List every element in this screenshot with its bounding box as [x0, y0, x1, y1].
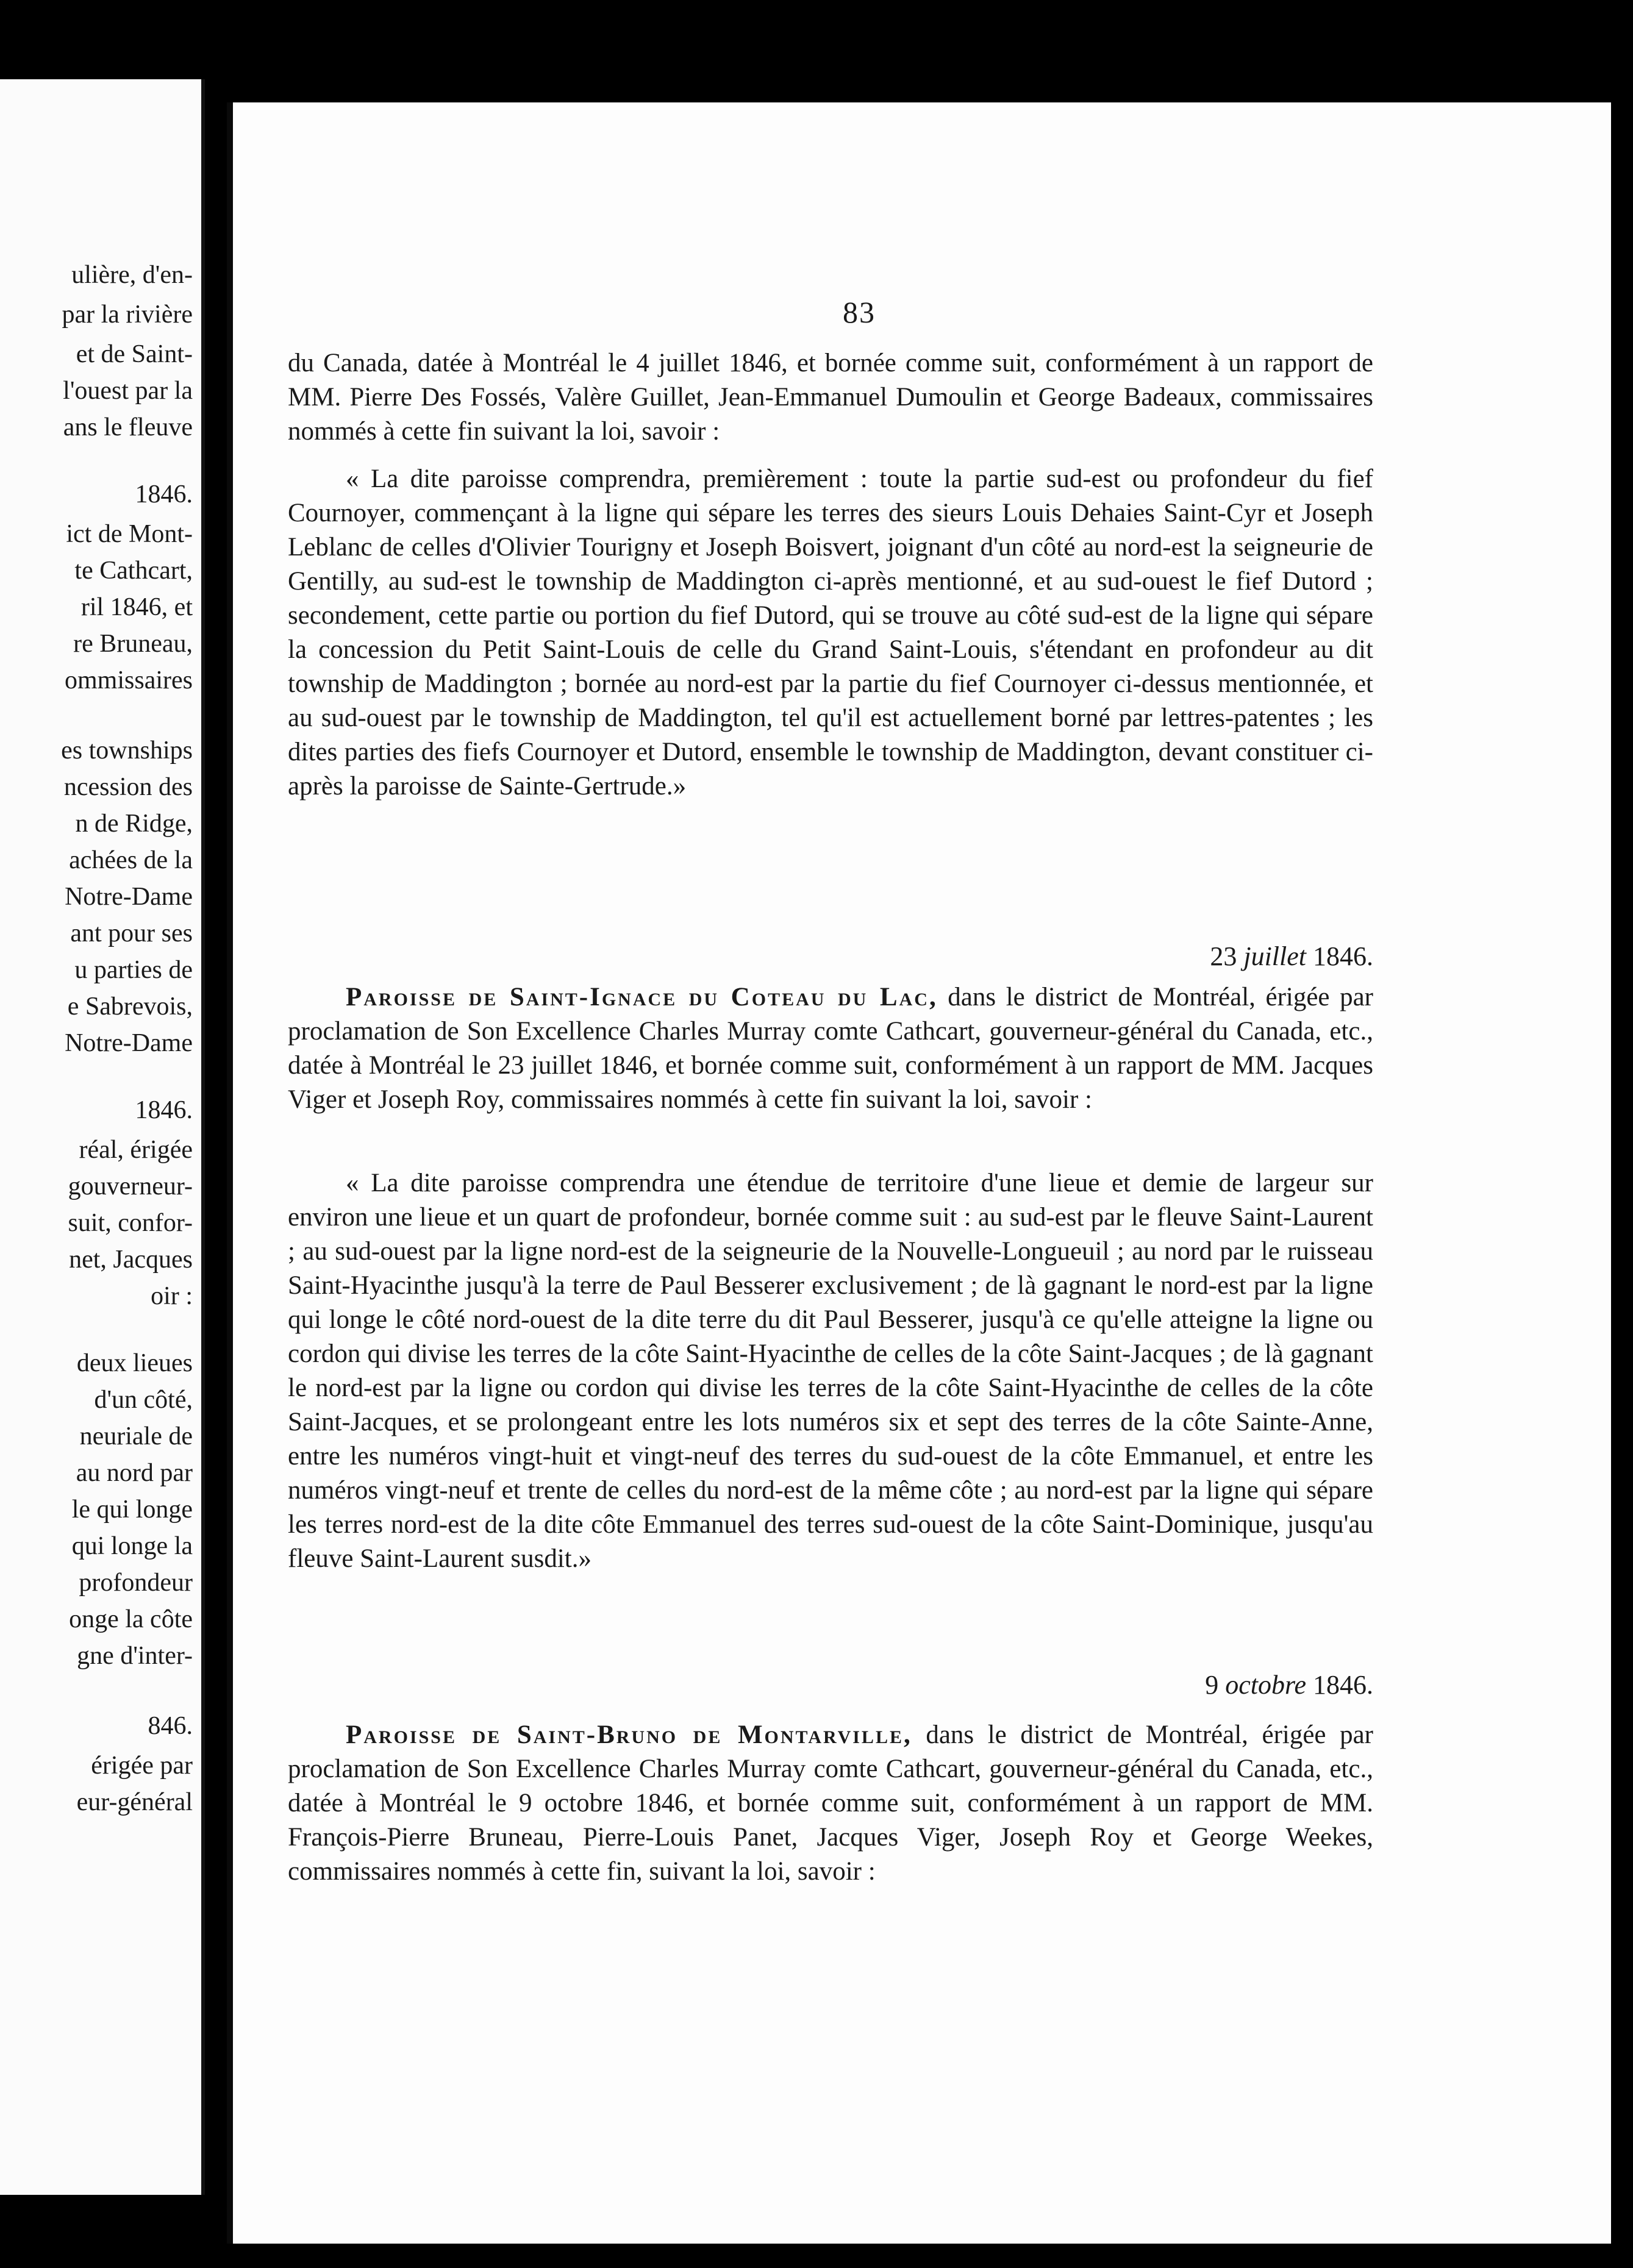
left-page-fragment: te Cathcart, [74, 557, 193, 585]
parish-saint-ignace-body: dans le district de Montréal, érigée par proclamation de Son Excellence Charles Murray comte Cathcart, gouverneur-général du Canada, etc., datée à Montréal le 23 juillet 1846, et bornée comme suit, conformément à un rapport de MM. Jacques Viger et Joseph Roy, commissaires nommés à cette fin suivant la loi, savoir : [288, 983, 1374, 1114]
left-page-fragment: neuriale de [79, 1422, 193, 1450]
parish-saint-bruno-body: dans le district de Montréal, érigée par proclamation de Son Excellence Charles Murray comte Cathcart, gouverneur-général du Canada, etc., datée à Montréal le 9 octobre 1846, et bornée comme suit, conformément à un rapport de MM. François-Pierre Bruneau, Pierre-Louis Panet, Jacques Viger, Joseph Roy et George Weekes, commissaires nommés à cette fin, suivant la loi, savoir : [288, 1721, 1373, 1886]
left-page-fragment: ulière, d'en- [71, 261, 193, 289]
quote-sainte-gertrude: « La dite paroisse comprendra, premièrement : toute la partie sud-est ou profondeur du fief Cournoyer, commençant à la ligne qui sépare les terres des sieurs Louis Dehaies Saint-Cyr et Joseph Leblanc de celles d'Olivier Tourigny et Joseph Boisvert, joignant d'un côté au nord-est la seigneurie de Gentilly, au sud-est le township de Maddington ci-après mentionné, et au sud-ouest le fief Dutord ; secondement, cette partie ou portion du fief Dutord, qui se trouve au côté sud-est de la ligne qui sépare la concession du Petit Saint-Louis de celle du Grand Saint-Louis, s'étendant en profondeur au dit township de Maddington ; bornée au nord-est par la partie du fief Cournoyer ci-dessus mentionnée, et au sud-ouest par le township de Maddington, tel qu'il est actuellement borné par lettres-patentes ; les dites parties des fiefs Cournoyer et Dutord, ensemble le township de Maddington, devant constituer ci-après la paroisse de Sainte-Gertrude.» [288, 465, 1373, 801]
left-page-fragment: re Bruneau, [73, 630, 193, 658]
left-page-fragment: par la rivière [62, 301, 193, 329]
parish-saint-ignace-paragraph [288, 980, 1373, 1117]
date-line-1 [1210, 941, 1373, 972]
left-page-fragment: achées de la [69, 846, 193, 874]
date-1-month: juillet [1243, 941, 1306, 971]
left-page-fragment: l'ouest par la [63, 377, 193, 405]
right-page [227, 102, 1611, 2244]
left-page-fragment: gouverneur- [68, 1172, 193, 1200]
left-page-fragment: réal, érigée [79, 1136, 193, 1164]
left-page-fragment: es townships [61, 736, 193, 765]
left-page-fragment: le qui longe [71, 1496, 193, 1524]
left-page-fragment: e Sabrevois, [67, 993, 193, 1021]
left-page-fragment: qui longe la [71, 1532, 193, 1560]
date-2-month: octobre [1225, 1670, 1306, 1700]
left-page-fragment: érigée par [91, 1752, 193, 1780]
left-page-fragment: ict de Mont- [66, 520, 193, 548]
page-number: 83 [843, 295, 876, 329]
parish-saint-bruno-title: Paroisse de Saint-Bruno de Montarville, [346, 1721, 912, 1749]
date-2-year: 1846. [1313, 1670, 1373, 1700]
left-page-fragment: suit, confor- [68, 1209, 193, 1237]
left-page-fragment: onge la côte [69, 1605, 193, 1633]
left-page-fragment: n de Ridge, [75, 810, 193, 838]
left-page-fragment: et de Saint- [76, 340, 193, 368]
date-1-day: 23 [1210, 941, 1237, 971]
left-page-fragment: 1846. [135, 480, 193, 508]
left-page-fragment: ommissaires [65, 666, 193, 694]
left-page-edge [0, 79, 205, 2195]
left-page-fragment: gne d'inter- [77, 1642, 193, 1670]
parish-saint-bruno-paragraph [288, 1718, 1373, 1889]
book-spine [205, 85, 223, 2231]
parish-saint-ignace-title: Paroisse de Saint-Ignace du Coteau du Lac, [346, 983, 938, 1011]
left-page-fragment: ncession des [63, 773, 193, 801]
left-page-fragment: au nord par [76, 1459, 193, 1487]
left-page-fragment: u parties de [74, 956, 193, 984]
left-page-fragment: ans le fleuve [63, 413, 193, 441]
date-1-year: 1846. [1313, 941, 1373, 971]
quote-saint-ignace: « La dite paroisse comprendra une étendue de territoire d'une lieue et demie de largeur sur environ une lieue et un quart de profondeur, bornée comme suit : au sud-est par le fleuve Saint-Laurent ; au sud-ouest par la ligne nord-est de la seigneurie de la Nouvelle-Longueuil ; au nord par le ruisseau Saint-Hyacinthe jusqu'à la terre de Paul Besserer exclusivement ; de là gagnant le nord-est par la ligne qui longe le côté nord-ouest de la dite terre du dit Paul Besserer, jusqu'à ce qu'elle atteigne la ligne ou cordon qui divise les terres de la côte Saint-Hyacinthe de celles de la côte Saint-Jacques ; de là gagnant le nord-est par la ligne ou cordon qui divise les terres de la côte Saint-Hyacinthe de celles de la côte Saint-Jacques, et se prolongeant entre les lots numéros six et sept des terres de la côte Sainte-Anne, entre les numéros vingt-huit et vingt-neuf des terres du sud-ouest de la côte Emmanuel, et entre les numéros vingt-neuf et trente de celles du nord-est de la même côte ; au nord-est par la ligne qui sépare les terres nord-est de la dite côte Emmanuel des terres sud-ouest de la côte Saint-Dominique, jusqu'au fleuve Saint-Laurent susdit.» [288, 1169, 1373, 1573]
intro-paragraph: du Canada, datée à Montréal le 4 juillet 1846, et bornée comme suit, conformément à un rapport de MM. Pierre Des Fossés, Valère Guillet, Jean-Emmanuel Dumoulin et George Badeaux, commissaires nommés à cette fin suivant la loi, savoir : [288, 349, 1373, 446]
left-page-fragment: oir : [151, 1282, 193, 1310]
date-2-day: 9 [1205, 1670, 1219, 1700]
left-page-fragment: 1846. [135, 1096, 193, 1124]
left-page-fragment: net, Jacques [69, 1246, 193, 1274]
date-line-2 [1205, 1669, 1373, 1700]
left-page-fragment: d'un côté, [94, 1386, 193, 1414]
left-page-fragment: 846. [148, 1712, 193, 1740]
left-page-fragment: ant pour ses [70, 919, 193, 947]
left-page-fragment: profondeur [79, 1569, 193, 1597]
left-page-fragment: Notre-Dame [65, 1029, 193, 1057]
left-page-fragment: ril 1846, et [80, 593, 193, 621]
left-page-fragment: Notre-Dame [65, 883, 193, 911]
left-page-fragment: deux lieues [76, 1349, 193, 1377]
left-page-fragment: eur-général [76, 1788, 193, 1816]
